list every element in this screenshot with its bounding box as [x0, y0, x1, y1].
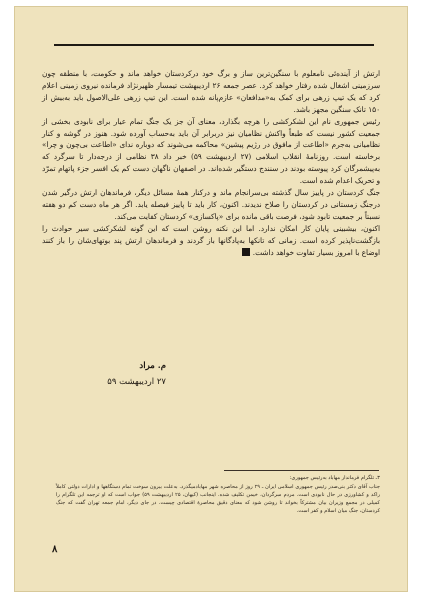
article-date: ۲۷ اردیبهشت ۵۹ — [107, 377, 166, 387]
footnote-rule — [224, 470, 379, 471]
end-of-article-mark — [242, 248, 250, 256]
body-paragraph-last — [42, 223, 380, 259]
signature-block — [66, 358, 166, 390]
footnote-heading: ۳ـ تلگرام فرماندار مهاباد به‌رئیس جمهوری: — [289, 475, 380, 481]
body-paragraph: جنگ کردستان در پاییز سال گذشته بی‌سرانجام ماند و درکنار همهٔ مسائل دیگر، فرماندهان ارتش درگیر شدن درجنگ زمستانی در کردستان را صلاح ندیدند. اکنون، کار باید تا پاییز فیصله یابد. اگر هر ماه دست کم دو هفته نسبتاً بر جمعیت تابود شود، فرصت باقی مانده برای «پاکسازی» کردستان کفایت می‌کند. — [42, 188, 380, 221]
page-number: ۸ — [52, 544, 58, 555]
document-page — [14, 6, 408, 592]
article-body — [42, 68, 380, 259]
footnotes — [56, 474, 380, 515]
author-name: م. مراد — [139, 361, 166, 371]
body-paragraph-text: اکنون، بیشبینی پایان کار امکان ندارد. اما این نکته روشن است که این گونه لشکرکشی سیر حوادث را بازگشت‌ناپذیر کرده است. زمانی که تانکها به‌پادگانها باز گردند و فرماندهان ارتش پند بوتهای‌شان را باز کنند اوضاع با امروز بسیار تفاوت خواهد داشت. — [42, 223, 380, 257]
body-paragraph: رئیس جمهوری نام این لشکرکشی را هرچه بگذارد، معنای آن جز یک جنگ تمام عیار برای نابودی بخشی از جمعیت کشور نیست که طبعاً واکنش نظامیان نیز دربرابر آن باید به‌حساب آورده شود. هنوز در گوشه و کنار نظامیانی به‌جرم «اطاعت از مافوق در رژیم پیشین» محاکمه می‌شوند که دوباره ندای «اطاعت بی‌چون و چرا» برخاسته است. روزنامهٔ انقلاب اسلامی (۲۷ اردیبهشت ۵۹) خبر داد ۳۸ نظامی از درجه‌دار تا سرگرد که به‌پیشمرگان کرد پیوسته بودند در سنندج دستگیر شده‌اند. در اصفهان ناگهان دست کم یک افسر جزء پاتهام تمرّد و تحریک اعدام شده است. — [42, 116, 380, 186]
footnote-text: جناب آقای دکتر بنی‌صدر رئیس جمهوری اسلامی ایران ـ ۲۹ روز از محاصره شهر مهاباد‌میگذرد. به‌علت بیرون سوخت تمام دستگاهها و ادارات دولتی کاملاً راکد و کشاورزی در حال نابودی است. مردم سرگردان، خیمن تکلیف شده. اینجانب (کیهان، ۲۵ اردیبهشت ۵۹) جواب است که او ترجمه این تلگرام را کمیلی در مجمع وزیران بیان مشترکاً بخواند تا روشن شود که معنای دقیق محاصرهٔ اقتصادی چیست. در جای دیگر، امام جمعه تهران گفت که جنگ کردستان، جنگ میان اسلام و کفر است. — [56, 483, 380, 514]
body-paragraph: ارتش از آینده‌ئی نامعلوم با سنگین‌ترین ساز و برگ خود درکردستان خواهد ماند و حکومت، با منطقه چون سرزمینی اشغال شده رفتار خواهد کرد. عصر جمعه ۲۶ اردیبهشت تیمسار ظهیرنژاد فرمانده نیروی زمینی اعلام کرد که یک تیپ زرهی برای کمک به«مدافعان» عازم‌پانه شده است. این تیپ زرهی علی‌الاصول باید به‌بیش از ۱۵۰ تانک سنگین مجهز باشد. — [42, 69, 381, 114]
header-rule — [54, 44, 374, 46]
